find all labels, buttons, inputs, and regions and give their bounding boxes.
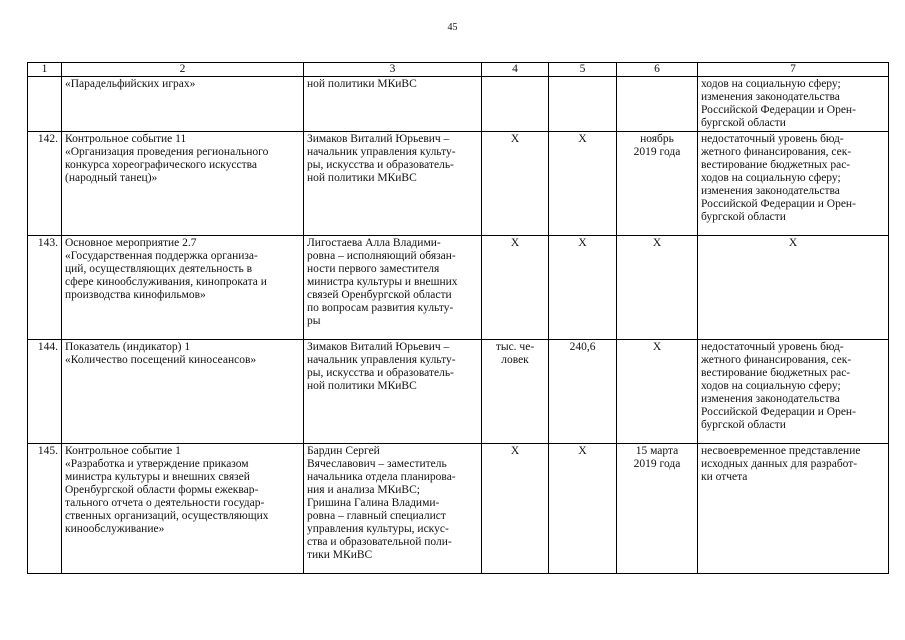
col-header: 3 [304,63,482,77]
responsible-line: Бардин Сергей [307,445,380,457]
responsible-line: Вячеславович – заместитель [307,458,447,470]
term-cell [617,77,698,132]
responsible-line: ной политики МКиВС [307,380,417,392]
responsible-line: ры [307,315,321,327]
event-name-cell [62,444,304,574]
table-row [28,236,889,340]
unit-cell: Х [482,236,549,340]
risks-cell [698,132,889,236]
page-number: 45 [447,22,458,33]
risks-line: Российской Федерации и Орен- [701,198,856,210]
risks-line: вестирование бюджетных рас- [701,159,851,171]
responsible-cell [304,236,482,340]
risks-line: вестирование бюджетных рас- [701,367,851,379]
event-name-cell [62,77,304,132]
risks-line: ходов на социальную сферу; [701,380,841,392]
risks-line: изменения законодательства [701,185,840,197]
term-line: ноябрь [640,133,674,145]
responsible-line: ры, искусства и образователь- [307,159,454,171]
header-row [28,63,889,77]
unit-cell [482,77,549,132]
row-number-cell: 145. [28,444,62,574]
event-name-line: конкурса хореографического искусства [65,159,258,171]
responsible-line: министра культуры и внешних [307,276,458,288]
responsible-line: Зимаков Виталий Юрьевич – [307,133,450,145]
col-header: 6 [617,63,698,77]
event-name-line: кинообслуживание» [65,523,165,535]
risks-line: недостаточный уровень бюд- [701,341,844,353]
row-number-cell: 144. [28,340,62,444]
risks-line: жетного финансирования, сек- [701,354,852,366]
responsible-line: ровна – исполняющий обязан- [307,250,456,262]
table-row [28,132,889,236]
event-name-line: Показатель (индикатор) 1 [65,341,191,353]
event-name-cell [62,236,304,340]
responsible-line: Зимаков Виталий Юрьевич – [307,341,450,353]
term-line: 2019 года [633,458,681,470]
risks-cell [698,77,889,132]
event-name-line: «Разработка и утверждение приказом [65,458,249,470]
value-cell: Х [549,444,617,574]
event-name-line: сфере кинообслуживания, кинопроката и [65,276,267,288]
event-name-line: ственных организаций, осуществляющих [65,510,269,522]
term-line: 15 марта [635,445,679,457]
risks-line: бургской области [701,211,786,223]
responsible-cell [304,77,482,132]
event-name-line: «Количество посещений киносеансов» [65,354,257,366]
col-header: 1 [28,63,62,77]
responsible-line: ры, искусства и образователь- [307,367,454,379]
risks-line: ходов на социальную сферу; [701,78,841,90]
event-name-cell [62,132,304,236]
event-name-line: «Парадельфийских играх» [65,78,196,90]
risks-line: Российской Федерации и Орен- [701,104,856,116]
col-header: 5 [549,63,617,77]
risks-line: Российской Федерации и Орен- [701,406,856,418]
risks-line: бургской области [701,117,786,129]
unit-cell: Х [482,444,549,574]
responsible-line: связей Оренбургской области [307,289,452,301]
event-name-line: тального отчета о деятельности государ- [65,497,265,509]
responsible-line: ной политики МКиВС [307,78,417,90]
risks-cell [698,236,889,340]
responsible-line: ния и анализа МКиВС; [307,484,420,496]
event-name-line: Контрольное событие 11 [65,133,187,145]
term-cell [617,132,698,236]
event-name-line: (народный танец)» [65,172,158,184]
col-header: 4 [482,63,549,77]
risks-line: ходов на социальную сферу; [701,172,841,184]
risks-cell [698,444,889,574]
responsible-cell [304,444,482,574]
risks-line: несвоевременное представление [701,445,861,457]
responsible-line: Лигостаева Алла Владими- [307,237,441,249]
event-name-line: ций, осуществляющих деятельность в [65,263,253,275]
value-cell [549,77,617,132]
risks-cell [698,340,889,444]
plan-table [27,62,889,574]
row-number-cell [28,77,62,132]
event-name-line: Контрольное событие 1 [65,445,181,457]
risks-line: исходных данных для разработ- [701,458,858,470]
unit-cell: тыс. че- ловек [482,340,549,444]
risks-line: жетного финансирования, сек- [701,146,852,158]
risks-line: Х [788,237,798,249]
event-name-line: «Организация проведения регионального [65,146,269,158]
responsible-line: ровна – главный специалист [307,510,446,522]
row-number-cell: 143. [28,236,62,340]
event-name-line: производства кинофильмов» [65,289,206,301]
table-row [28,444,889,574]
responsible-line: Гришина Галина Владими- [307,497,440,509]
value-cell: 240,6 [549,340,617,444]
responsible-line: начальник управления культу- [307,146,456,158]
term-cell [617,340,698,444]
table-row [28,77,889,132]
responsible-line: начальник управления культу- [307,354,456,366]
responsible-cell [304,340,482,444]
responsible-line: ной политики МКиВС [307,172,417,184]
responsible-line: ности первого заместителя [307,263,440,275]
term-cell [617,236,698,340]
col-header: 7 [698,63,889,77]
risks-line: бургской области [701,419,786,431]
event-name-line: Основное мероприятие 2.7 [65,237,197,249]
col-header: 2 [62,63,304,77]
risks-line: изменения законодательства [701,91,840,103]
term-line: Х [652,341,662,353]
risks-line: изменения законодательства [701,393,840,405]
table-row [28,340,889,444]
responsible-line: ства и образовательной поли- [307,536,452,548]
term-cell [617,444,698,574]
responsible-line: управления культуры, искус- [307,523,449,535]
risks-line: ки отчета [701,471,748,483]
value-cell: Х [549,132,617,236]
risks-line: недостаточный уровень бюд- [701,133,844,145]
unit-cell: Х [482,132,549,236]
row-number-cell: 142. [28,132,62,236]
value-cell: Х [549,236,617,340]
responsible-line: по вопросам развития культу- [307,302,454,314]
event-name-line: «Государственная поддержка организа- [65,250,258,262]
responsible-cell [304,132,482,236]
responsible-line: тики МКиВС [307,549,373,561]
term-line: 2019 года [633,146,681,158]
term-line: Х [652,237,662,249]
event-name-cell [62,340,304,444]
responsible-line: начальника отдела планирова- [307,471,456,483]
event-name-line: министра культуры и внешних связей [65,471,250,483]
event-name-line: Оренбургской области формы ежеквар- [65,484,259,496]
